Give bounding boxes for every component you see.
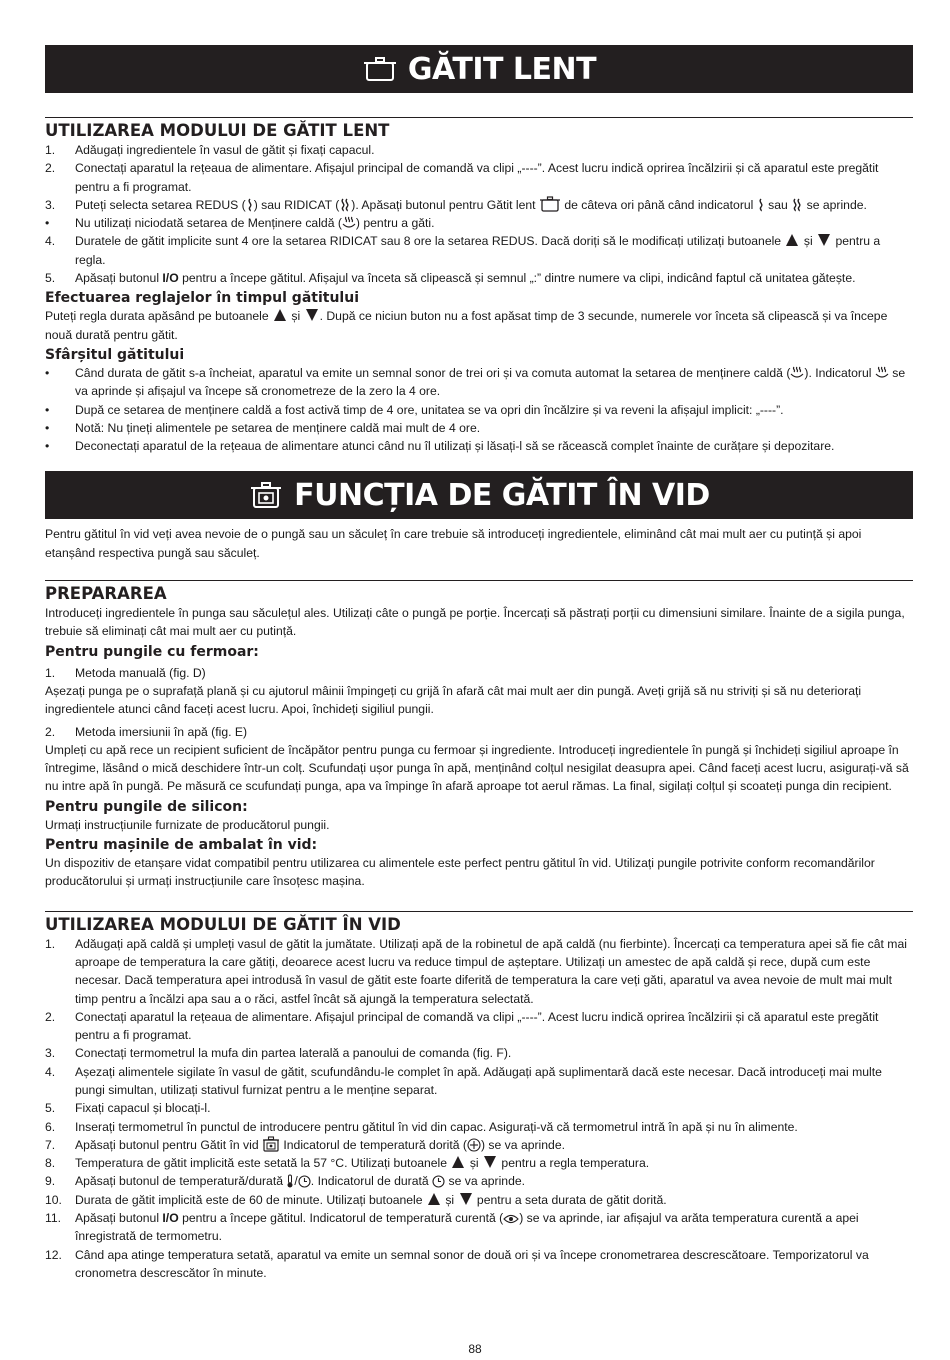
text-fragment: pentru a regla. <box>75 234 881 267</box>
list-item <box>45 1063 913 1100</box>
list-marker: 4. <box>45 1064 56 1079</box>
text-fragment: se va aprinde. <box>448 1174 526 1189</box>
list-item <box>45 935 913 1008</box>
sous-vide-icon <box>262 1136 280 1152</box>
list-item <box>45 1191 913 1209</box>
list-marker: • <box>45 365 50 380</box>
paragraph: Umpleți cu apă rece un recipient suficient de încăpător pentru punga cu fermoar și ingrediente. Introduceți ingredientele în pungă și închideți sigiliul aproape în întregime, lăsând o mică deschidere într-un colț. Scufundați ușor punga în apă, menținând colțul nesigilat deasupra apei. Când faceți acest lucru, asigurați-vă să nu intre apă în pungă. Pe măsură ce scufundați punga, apa va împinge în afară aproape tot aerul rămas. La final, sigilați colțul și scoateți punga din recipient. <box>45 742 909 794</box>
list-item <box>45 1154 913 1172</box>
list-item <box>45 159 913 196</box>
section-title-preparation: PREPARAREA <box>45 580 913 604</box>
list-marker: 2. <box>45 161 56 176</box>
io-button-label: I/O <box>162 1211 179 1226</box>
text-fragment: Indicatorul de temperatură dorită ( <box>283 1137 467 1152</box>
list-marker: 3. <box>45 197 56 212</box>
text-fragment: Duratele de gătit implicite sunt 4 ore la setarea RIDICAT sau 8 ore la setarea REDUS. Dacă doriți să le modificați utilizați butoanele <box>75 234 782 249</box>
list-marker: 1. <box>45 143 56 157</box>
banner-title: GĂTIT LENT <box>407 51 597 87</box>
low-heat-icon <box>757 198 765 212</box>
clock-icon <box>298 1175 311 1188</box>
list-text: Metoda manuală (fig. D) <box>75 665 206 680</box>
list-text <box>75 269 913 287</box>
list-marker: 6. <box>45 1119 56 1134</box>
list-text: După ce setarea de menținere caldă a fost activă timp de 4 ore, unitatea se va opri din încălzire și va reveni la afișajul implicit: „----”. <box>75 402 784 417</box>
clock-icon <box>432 1175 445 1188</box>
list-item <box>45 1099 913 1117</box>
subsection-title-zip-bags: Pentru pungile cu fermoar: <box>45 643 259 660</box>
list-text: Conectați aparatul la rețeaua de alimentare. Afișajul principal de comandă va clipi „----”. Acest lucru indică oprirea încălzirii și că aparatul este pregătit pentru a fi programat. <box>75 1009 879 1043</box>
list-marker: 4. <box>45 234 56 249</box>
list-marker: 1. <box>45 665 56 680</box>
list-marker: • <box>45 216 50 231</box>
paragraph: Introduceți ingredientele în punga sau săculețul ales. Utilizați câte o pungă pe porție. Încercați să păstrați porții cu dimensiuni similare. Înainte de a sigila punga, trebuie să eliminați cât mai mult aer cu putință. <box>45 606 905 639</box>
list-text: Deconectați aparatul de la rețeaua de alimentare atunci când nu îl utilizați și lăsați-l să se răcească complet înainte de curățare și depozitare. <box>75 439 835 454</box>
down-arrow-icon <box>818 234 830 246</box>
subsection-title-silicone-bags: Pentru pungile de silicon: <box>45 798 248 815</box>
list-item <box>45 1044 913 1062</box>
text-fragment: ). Apăsați butonul pentru Gătit lent <box>351 197 536 212</box>
paragraph: Urmați instrucțiunile furnizate de producătorul pungii. <box>45 817 330 832</box>
list-text: Conectați aparatul la rețeaua de alimentare. Afișajul principal de comandă va clipi „----”. Acest lucru indică oprirea încălzirii și că aparatul este pregătit pentru a fi programat. <box>75 161 879 194</box>
text-fragment: . Indicatorul de durată <box>310 1174 429 1189</box>
keep-warm-icon <box>790 366 804 380</box>
list-text <box>75 364 913 401</box>
text-fragment: pentru a începe gătitul. Afișajul va înceta să clipească și semnul „:” dintre numere va clipi, indicând faptul că unitatea gătește. <box>182 271 856 286</box>
io-button-label: I/O <box>162 271 179 286</box>
text-fragment: Puteți regla durata apăsând pe butoanele <box>45 309 269 324</box>
list-text: Notă: Nu țineți alimentele pe setarea de menținere caldă mai mult de 4 ore. <box>75 420 481 435</box>
list-text <box>75 196 913 214</box>
list-text: Așezați alimentele sigilate în vasul de gătit, scufundându-le complet în apă. Adăugați apă suplimentară dacă este necesar. Dacă introduceți mai multe pungi simultan, utilizați stativul furnizat pentru a le menține separat. <box>75 1064 882 1097</box>
list-item <box>45 664 913 682</box>
list-marker: 5. <box>45 271 56 286</box>
text-fragment: ). Indicatorul <box>804 365 872 380</box>
text-fragment: ) pentru a găti. <box>355 216 435 231</box>
intro-paragraph: Pentru gătitul în vid veți avea nevoie de o pungă sau un săculeț în care trebuie să introduceți ingredientele, eliminând cât mai mult aer cu putință și apoi etanșând respectiva pungă sau săculeț. <box>45 527 862 560</box>
list-text <box>75 1172 913 1190</box>
slow-cooker-pot-icon <box>539 196 561 212</box>
text-fragment: Apăsați butonul de temperatură/durată <box>75 1174 284 1189</box>
list-marker: 10. <box>45 1192 62 1207</box>
list-item <box>45 214 913 232</box>
text-fragment: și <box>445 1192 455 1207</box>
subsection-title-vacuum-sealers: Pentru mașinile de ambalat în vid: <box>45 837 318 854</box>
down-arrow-icon <box>460 1193 472 1205</box>
subsection-title-adjust: Efectuarea reglajelor în timpul gătitului <box>45 290 359 307</box>
text-fragment: și <box>803 234 813 249</box>
paragraph: Un dispozitiv de etanșare vidat compatibil pentru utilizarea cu alimentele este perfect pentru gătitul în vid. Utilizați pungile potrivite conform recomandărilor producătorului și urmați instrucțiunile care însoțesc mașina. <box>45 856 875 889</box>
list-item <box>45 1209 913 1246</box>
section-title-sous-vide: UTILIZAREA MODULUI DE GĂTIT ÎN VID <box>45 911 913 935</box>
text-fragment: pentru a seta durata de gătit dorită. <box>476 1192 667 1207</box>
text-fragment: se aprinde. <box>806 197 867 212</box>
list-text: Inserați termometrul în punctul de introducere pentru gătitul în vid din capac. Asigurați-vă că termometrul intră în apă și nu în alimente. <box>75 1119 798 1134</box>
up-arrow-icon <box>428 1193 440 1205</box>
list-marker: 1. <box>45 936 56 951</box>
up-arrow-icon <box>786 234 798 246</box>
list-item <box>45 1172 913 1190</box>
text-fragment: de câteva ori până când indicatorul <box>564 197 754 212</box>
list-marker: 5. <box>45 1101 56 1116</box>
up-arrow-icon <box>274 309 286 321</box>
down-arrow-icon <box>306 309 318 321</box>
high-heat-icon <box>791 198 803 212</box>
text-fragment: se va aprinde și afișajul va începe să cronometreze de la zero la 4 ore. <box>75 365 906 399</box>
list-item <box>45 1136 913 1154</box>
list-marker: 11. <box>45 1211 62 1226</box>
page-number: 88 <box>468 1342 482 1356</box>
list-text: Când apa atinge temperatura setată, aparatul va emite un semnal sonor de două ori și va începe cronometrarea descrescătoare. Temporizatorul va cronometra descrescător în minute. <box>75 1247 869 1280</box>
list-item <box>45 437 913 455</box>
text-fragment: și <box>469 1156 479 1171</box>
text-fragment: Apăsați butonul <box>75 1211 160 1226</box>
list-marker: 7. <box>45 1137 56 1152</box>
list-text: Adăugați ingredientele în vasul de gătit și fixați capacul. <box>75 143 375 157</box>
slow-cooker-pot-icon <box>362 56 398 82</box>
current-temperature-icon <box>503 1213 519 1225</box>
list-text <box>75 214 913 232</box>
text-fragment: pentru a începe gătitul. Indicatorul de temperatură curentă ( <box>182 1211 504 1226</box>
text-fragment: sau <box>768 197 788 212</box>
section-title-slow-cook: UTILIZAREA MODULUI DE GĂTIT LENT <box>45 117 913 141</box>
text-fragment: Apăsați butonul pentru Gătit în vid <box>75 1137 259 1152</box>
keep-warm-icon <box>342 216 356 230</box>
list-item <box>45 1246 913 1283</box>
list-text <box>75 1191 913 1209</box>
low-heat-icon <box>246 198 254 212</box>
sous-vide-banner <box>45 471 913 519</box>
down-arrow-icon <box>484 1156 496 1168</box>
list-item <box>45 269 913 287</box>
document-page <box>45 45 913 1282</box>
text-fragment: Apăsați butonul <box>75 271 160 286</box>
text-fragment: Când durata de gătit s-a încheiat, aparatul va emite un semnal sonor de trei ori și va comuta automat la setarea de menținere caldă ( <box>75 365 791 380</box>
text-fragment: pentru a regla temperatura. <box>501 1156 650 1171</box>
list-marker: 9. <box>45 1174 56 1189</box>
list-marker: 8. <box>45 1156 56 1171</box>
subsection-title-end: Sfârșitul gătitului <box>45 346 185 363</box>
list-text <box>75 232 913 269</box>
text-fragment: Durata de gătit implicită este de 60 de minute. Utilizați butoanele <box>75 1192 423 1207</box>
text-fragment: Puteți selecta setarea REDUS ( <box>75 197 246 212</box>
list-item <box>45 232 913 269</box>
list-item <box>45 723 913 741</box>
sous-vide-icon <box>248 481 284 509</box>
banner-title: FUNCȚIA DE GĂTIT ÎN VID <box>294 477 710 513</box>
list-text: Fixați capacul și blocați-l. <box>75 1101 211 1116</box>
list-item <box>45 196 913 214</box>
text-fragment: ) sau RIDICAT ( <box>253 197 340 212</box>
list-item <box>45 401 913 419</box>
list-text <box>75 1154 913 1172</box>
text-fragment: Nu utilizați niciodată setarea de Menținere caldă ( <box>75 216 342 231</box>
list-marker: 3. <box>45 1046 56 1061</box>
target-temperature-icon <box>467 1138 481 1152</box>
list-marker: 12. <box>45 1247 62 1262</box>
list-text <box>75 1209 913 1246</box>
list-item <box>45 1008 913 1045</box>
list-item <box>45 1118 913 1136</box>
list-text <box>75 1136 913 1154</box>
list-marker: 2. <box>45 1009 56 1024</box>
up-arrow-icon <box>452 1156 464 1168</box>
list-marker: • <box>45 439 50 454</box>
high-heat-icon <box>339 198 351 212</box>
slow-cook-banner <box>45 45 913 93</box>
list-marker: • <box>45 402 50 417</box>
text-fragment: . După ce niciun buton nu a fost apăsat timp de 3 secunde, numerele vor înceta să clipească și va începe nouă durată pentru gătit. <box>45 309 888 342</box>
keep-warm-icon <box>875 366 889 380</box>
list-marker: 2. <box>45 724 56 739</box>
list-text: Conectați termometrul la mufa din partea laterală a panoului de comanda (fig. F). <box>75 1046 512 1061</box>
list-item <box>45 419 913 437</box>
text-fragment: ) se va aprinde, iar afișajul va arăta temperatura curentă a apei înregistrată de termometru. <box>75 1211 859 1244</box>
text-fragment: și <box>291 309 301 324</box>
list-item <box>45 141 913 159</box>
list-text: Metoda imersiunii în apă (fig. E) <box>75 724 248 739</box>
paragraph <box>45 307 913 344</box>
list-marker: • <box>45 420 50 435</box>
list-text: Adăugați apă caldă și umpleți vasul de gătit la jumătate. Utilizați apă de la robinetul de apă caldă (nu fierbinte). Încercați ca temperatura apei să fie cât mai aproape de temperatura la care gătiți, deoarece acest lucru va reduce timpul de așteptare. Utilizați un amestec de apă caldă și rece, după cum este necesar. Dacă temperatura apei introdusă în vasul de gătit este foarte diferită de temperatura la care veți găti, aparatul va avea nevoie de mult mai mult timp pentru a încălzi apa sau a o răci, astfel încât să ajungă la temperatura selectată. <box>75 936 907 1006</box>
paragraph: Așezați punga pe o suprafață plană și cu ajutorul mâinii împingeți cu grijă în afară cât mai mult aer din pungă. Aveți grijă să nu striviți și să nu deteriorați ingredientele atunci când faceți acest lucru. Apoi, închideți sigiliul pungii. <box>45 683 862 717</box>
list-item <box>45 364 913 401</box>
text-fragment: ) se va aprinde. <box>480 1137 565 1152</box>
text-fragment: / <box>294 1174 298 1189</box>
text-fragment: Temperatura de gătit implicită este setată la 57 °C. Utilizați butoanele <box>75 1156 448 1171</box>
